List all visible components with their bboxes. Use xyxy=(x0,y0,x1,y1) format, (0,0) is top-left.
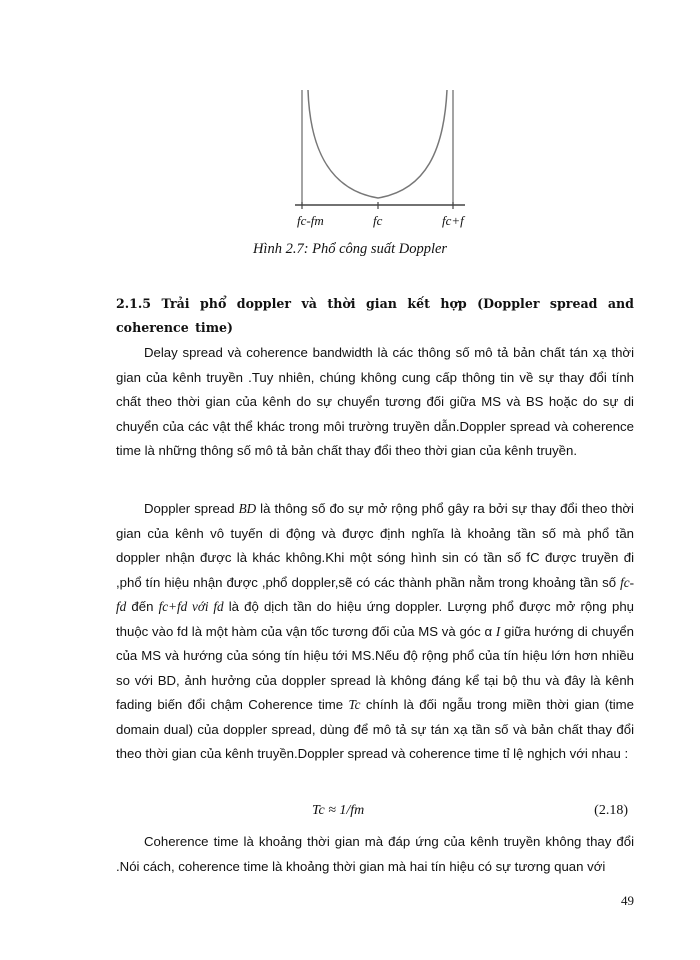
paragraph-2 xyxy=(116,497,634,767)
doppler-curve xyxy=(308,90,447,198)
section-heading: 2.1.5 Trải phổ doppler và thời gian kết hợp (Doppler spread and coherence time) xyxy=(116,296,634,335)
paragraph-3 xyxy=(116,830,634,879)
p2-text-3: đến xyxy=(126,599,159,614)
p2-range-end: fc+fd với fd xyxy=(158,599,224,614)
p2-angle-symbol: I xyxy=(495,623,501,639)
equation-2-18 xyxy=(116,803,634,827)
p2-text-4: là độ dịch tần do hiệu ứng doppler. Lượng phổ được mở rộng phụ thuộc vào fd là một hàm của vận tốc tương đối của MS và góc α xyxy=(116,599,634,639)
page-number: 49 xyxy=(621,893,634,908)
doppler-spectrum-plot xyxy=(290,90,480,230)
tick-label-fc-fm: fc-fm xyxy=(297,213,324,228)
tick-label-fc-plus-f: fc+f xyxy=(442,213,464,228)
paragraph-3-text: Coherence time là khoảng thời gian mà đáp ứng của kênh truyền không thay đổi .Nói cách, coherence time là khoảng thời gian mà hai tín hiệu có sự tương quan với xyxy=(116,834,634,874)
p2-tc-symbol: Tc xyxy=(348,697,361,712)
equation-expression: Tc ≈ 1/fm xyxy=(312,803,365,818)
p2-text-2: là thông số đo sự mở rộng phổ gây ra bởi sự thay đổi theo thời gian của kênh vô tuyến di động và được định nghĩa là khoảng tần số mà phổ tần doppler nhận được là khác không.Khi một sóng hình sin có tần số fC được truyền đi ,phổ tín hiệu nhận được ,phổ doppler,sẽ có các thành phần nằm trong khoảng tần số xyxy=(116,501,634,590)
p2-text-1: Doppler spread xyxy=(144,501,239,516)
p2-range-start: fc-fd xyxy=(116,574,634,614)
doppler-spectrum-figure xyxy=(290,90,480,230)
p2-bd-symbol: BD xyxy=(238,501,257,516)
p2-text-6: chính là đối ngẫu trong miền thời gian (time domain dual) của doppler spread, dùng để mô tả sự tán xạ tần số và bản chất thay đổi theo thời gian của kênh truyền.Doppler spread và coherence time tỉ lệ nghịch với nhau : xyxy=(116,697,635,761)
paragraph-1-text: Delay spread và coherence bandwidth là các thông số mô tả bản chất tán xạ thời gian của kênh truyền .Tuy nhiên, chúng không cung cấp thông tin về sự thay đổi tính chất theo thời gian của kênh do sự chuyển tương đối giữa MS và BS hoặc do sự di chuyển của các vật thể khác trong môi trường truyền dẫn.Doppler spread và coherence time là những thông số mô tả bản chất thay đổi theo thời gian của kênh truyền. xyxy=(116,345,634,458)
p2-text-5: giữa hướng di chuyển của MS và hướng của sóng tín hiệu tới MS.Nếu độ rộng phổ của tín hiệu lớn hơn nhiều so với BD, ảnh hưởng của doppler spread là không đáng kể tại bộ thu và đây là kênh fading biến đổi chậm Coherence time xyxy=(116,623,634,712)
paragraph-1 xyxy=(116,341,634,464)
equation-number: (2.18) xyxy=(594,803,628,818)
figure-caption: Hình 2.7: Phổ công suất Doppler xyxy=(252,241,448,257)
tick-label-fc: fc xyxy=(373,213,383,228)
